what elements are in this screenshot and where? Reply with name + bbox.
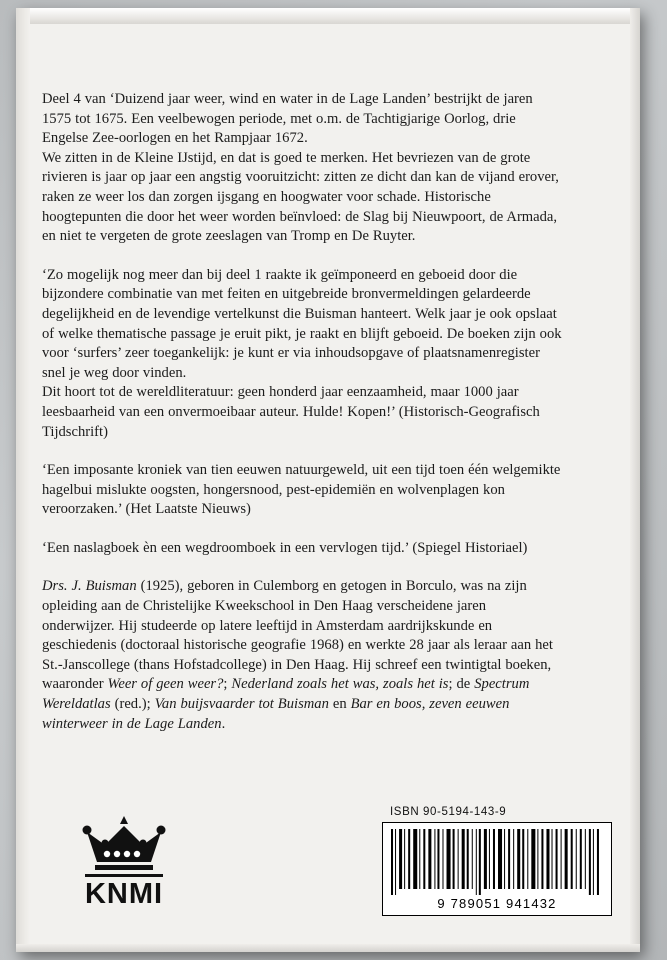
book-title-5: Bar en boos, zeven eeuwen winterweer in de Lage Landen (42, 696, 510, 732)
bio-sep-3: (red.); (110, 696, 155, 713)
isbn-block (382, 806, 612, 916)
book-title-3: Spectrum Wereldatlas (42, 676, 530, 713)
isbn-label: ISBN 90-5194-143-9 (390, 806, 507, 818)
review-quote-1: ‘Zo mogelijk nog meer dan bij deel 1 raakte ik geïmponeerd en geboeid door die bijzondere combinatie van met feiten en uitgebreide bronvermeldingen gelardeerde degelijkheid en de levendige vertelkunst die Buisman hanteert. Welk jaar je ook opslaat of welke thematische passage je eruit pikt, je raakt en blijft geboeid. De boeken zijn ook voor ‘surfers’ zeer toegankelijk: je kunt er via inhoudsopgave of plaatsnamenregister snel je weg door vinden. (42, 266, 562, 381)
knmi-logo (72, 814, 176, 910)
review-quote-2: ‘Een imposante kroniek van tien eeuwen natuurgeweld, uit een tijd toen één welgemikte hagelbui mislukte oogsten, hongersnood, pest-epidemiën en wolvenplagen kon veroorzaken.’ (Het Laatste Nieuws) (42, 462, 561, 518)
book-top-edge (16, 8, 640, 24)
author-biography (42, 577, 562, 734)
crown-icon (81, 814, 167, 872)
bio-sep-4: en (328, 696, 351, 713)
barcode (382, 822, 612, 916)
bio-sep-1: ; (223, 676, 232, 693)
blurb-paragraph-2: We zitten in de Kleine IJstijd, en dat is goed te merken. Het bevriezen van de grote rivieren is jaar op jaar een angstig vooruitzicht: zitten ze dicht dan kan de vijand erover, raken ze weer los dan zorgen ijsgang en hoogwater voor schade. Historische hoogtepunten die door het weer worden beïnvloed: de Slag bij Nieuwpoort, de Armada, en niet te vergeten de grote zeeslagen van Tromp en De Ruyter. (42, 149, 559, 245)
knmi-wordmark: KNMI (85, 874, 163, 910)
book-back-cover (16, 8, 640, 952)
book-title-4: Van buijsvaarder tot Buisman (154, 696, 329, 713)
blurb-paragraph-1: Deel 4 van ‘Duizend jaar weer, wind en water in de Lage Landen’ bestrijkt de jaren 1575 tot 1675. Een veelbewogen periode, met o.m. de Tachtigjarige Oorlog, drie Engelse Zee-oorlogen en het Rampjaar 1672. (42, 91, 533, 147)
bio-sep-5: . (221, 715, 226, 732)
book-spine (16, 8, 30, 952)
review-quote-1-source: Dit hoort tot de wereldliteratuur: geen honderd jaar eenzaamheid, maar 1000 jaar leesbaarheid van een onvermoeibaar auteur. Hulde! Kopen!’ (Historisch-Geografisch Tijdschrift) (42, 384, 540, 440)
author-bio-text: (1925), geboren in Culemborg en getogen in Borculo, was na zijn opleiding aan de Christelijke Kweekschool in Den Haag verscheidene jaren onderwijzer. Hij studeerde op latere leeftijd in Amsterdam aardrijkskunde en geschiedenis (doctoraal historische geografie 1968) en werkte 28 jaar als leraar aan het St.-Janscollege (thans Hofstadcollege) in Den Haag. Hij schreef een twintigtal boeken, waaronder (42, 578, 553, 693)
bio-sep-2: ; de (448, 676, 475, 693)
cover-footer (42, 794, 618, 924)
book-right-edge (630, 8, 640, 952)
author-name: Drs. J. Buisman (42, 578, 137, 595)
barcode-bars (391, 829, 603, 895)
book-title-1: Weer of geen weer? (107, 676, 224, 693)
blurb-text-column (42, 90, 562, 747)
book-title-2: Nederland zoals het was, zoals het is (231, 676, 449, 693)
review-quote-3: ‘Een naslagboek èn een wegdroomboek in een vervlogen tijd.’ (Spiegel Historiael) (42, 539, 528, 556)
barcode-digits: 9 789051 941432 (437, 896, 557, 911)
book-bottom-edge (16, 944, 640, 952)
